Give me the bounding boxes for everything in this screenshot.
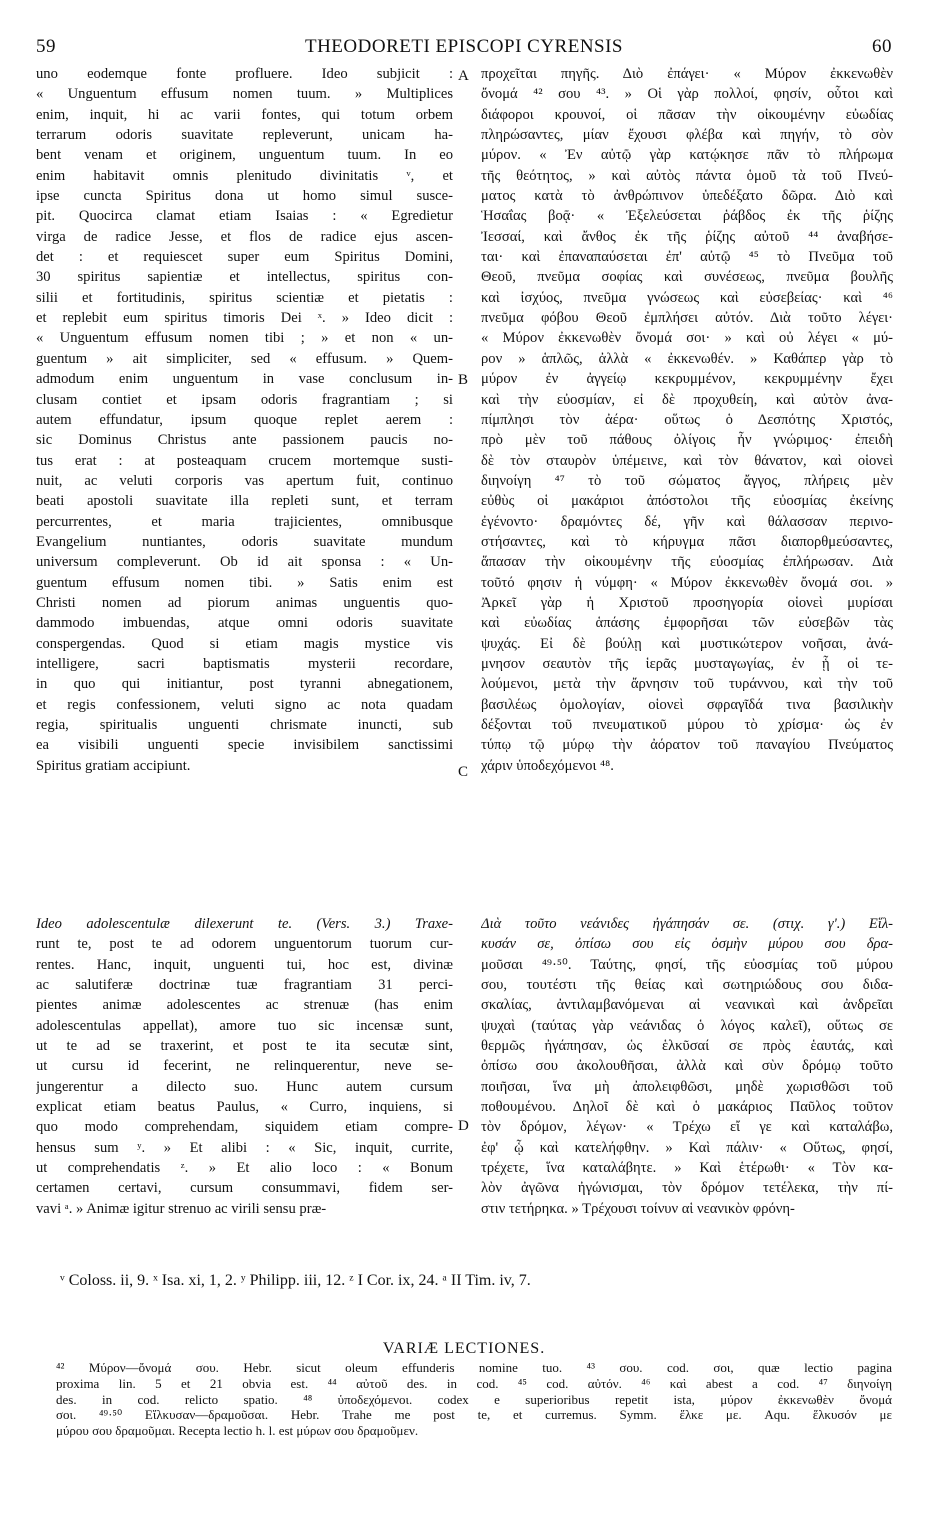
- text-line: πνεῦμα φόβου Θεοῦ ἐμπλήσει αὐτόν. Διὰ τοῦτο λέγει·: [481, 310, 893, 327]
- text-line: admodum enim unguentum in vase conclusum in-: [36, 371, 453, 388]
- text-line: τὸν δρόμον, λέγων· « Τρέχω εἴ γε καὶ καταλάβω,: [481, 1119, 893, 1136]
- text-line: καὶ τὴν εὐοσμίαν, εἰ δὲ προχυθείη, καὶ αὐτὸν ἀνα-: [481, 391, 893, 408]
- text-line: terrarum odoris suavitate repleverunt, unicam ha-: [36, 127, 453, 144]
- text-line: ut comprehendatis ᶻ. » Et alio loco : « Bonum: [36, 1160, 453, 1177]
- text-line: ψυχάς. Εἰ δὲ βούλῃ καὶ μυστικώτερον νοῆσαι, ἀνά-: [481, 635, 893, 652]
- text-line: « Unguentum effusum nomen tibi ; » et non « un-: [36, 330, 453, 347]
- text-line: τρέχετε, ἵνα καταλάβητε. » Καὶ ἑτέρωθι· « Τὸν κα-: [481, 1160, 893, 1177]
- text-line: δὲ τὸν σταυρὸν ὑπέμεινε, καὶ τὸν θάνατον, καὶ οἱονεὶ: [481, 452, 893, 469]
- text-line: 30 spiritus sapientiæ et intellectus, spiritus con-: [36, 269, 453, 286]
- text-line: intelligere, sacri baptismatis mysterii recordare,: [36, 655, 453, 672]
- text-line: μνησον σεαυτὸν τῆς ἱερᾶς μυσταγωγίας, ἐν ᾗ οἱ τε-: [481, 655, 893, 672]
- text-line: uno eodemque fonte profluere. Ideo subjicit :: [36, 66, 453, 82]
- text-line: Spiritus gratiam accipiunt.: [36, 757, 191, 774]
- text-line: proxima lin. 5 et 21 obvia est. ⁴⁴ αὐτοῦ des. in cod. ⁴⁵ cod. αὐτόν. ⁴⁶ καὶ abest a cod. ⁴⁷ διηνοίγη: [56, 1375, 892, 1391]
- text-line: dammodo imbuendas, atque omni odoris suavitate: [36, 615, 453, 632]
- text-line: ἐγένοντο· δραμόντες δέ, γῆν καὶ θάλασσαν περινο-: [481, 513, 893, 530]
- text-line: guentum » ait simpliciter, sed « effusum. » Quem-: [36, 350, 453, 367]
- margin-letter-c: C: [458, 764, 469, 780]
- variae-lectiones-title: VARIÆ LECTIONES.: [382, 1340, 546, 1357]
- text-line: βασιλέως ὁμολογίαν, οἱονεὶ σφραγῖδά τινα βασιλικὴν: [481, 696, 893, 713]
- text-line: des. in cod. relicto spatio. ⁴⁸ ὑποδεχόμενοι. codex e superioribus repetit ista, μύρον ἐκκενωθὲν ὄνομά: [56, 1391, 892, 1407]
- text-line: Διὰ τοῦτο νεάνιδες ἠγάπησάν σε. (στιχ. γ'.) Εἵλ-: [481, 916, 893, 932]
- text-line: εὐθὺς οἱ μακάριοι ἀπόστολοι τῆς εὐοσμίας ἐκείνης: [481, 493, 893, 510]
- text-line: προχεῖται πηγῆς. Διὸ ἐπάγει· « Μύρον ἐκκενωθὲν: [481, 66, 893, 82]
- text-line: ποθουμένου. Δηλοῖ δὲ καὶ ὁ μακάριος Παῦλος τοῦτον: [481, 1099, 893, 1116]
- latin-column-top: [36, 64, 453, 776]
- greek-column-top: [481, 64, 893, 776]
- text-line: virga de radice Jesse, et flos de radice ejus ascen-: [36, 228, 453, 245]
- text-line: τύπῳ τῷ μύρῳ τὴν ἀόρατον τοῦ παναγίου Πνεύματος: [481, 737, 893, 754]
- text-line: στιν τετήρηκα. » Τρέχουσι τοίνυν αἱ νεανικὸν φρόνη-: [481, 1200, 795, 1217]
- text-line: autem effundatur, ipsum quoque replet aerem :: [36, 411, 453, 428]
- text-line: πίμπλησι τὸν ἀέρα· οὕτως ὁ Δεσπότης Χριστός,: [481, 411, 893, 428]
- text-line: χάριν ὑποδεχόμενοι ⁴⁸.: [481, 757, 614, 774]
- text-line: δέξονται τοῦ πνευματικοῦ μύρου τὸ χρίσμα· ὡς ἐν: [481, 717, 893, 733]
- text-line: ut cursu id fecerint, ne relinquerentur, neve se-: [36, 1058, 453, 1075]
- text-line: in quo qui initiantur, post tyranni abnegationem,: [36, 676, 453, 693]
- text-line: conspergendas. Quod si etiam magis mystice vis: [36, 635, 453, 652]
- text-line: Ἰεσσαί, καὶ ἄνθος ἐκ τῆς ῥίζης αὐτοῦ ⁴⁴ ἀναβήσε-: [481, 228, 893, 245]
- scripture-footnotes: ᵛ Coloss. ii, 9. ˣ Isa. xi, 1, 2. ʸ Philipp. iii, 12. ᶻ I Cor. ix, 24. ᵃ II Tim. iv, 7.: [60, 1272, 531, 1289]
- text-line: ὀπίσω σου ἀκολουθῆσαι, ἀλλὰ καὶ σὺν δρόμῳ τοῦτο: [481, 1058, 893, 1075]
- running-title: THEODORETI EPISCOPI CYRENSIS: [304, 36, 624, 57]
- margin-letter-d: D: [458, 1118, 469, 1134]
- text-line: jungerentur a dilecto suo. Hunc autem cursum: [36, 1078, 453, 1095]
- text-line: μοῦσαι ⁴⁹·⁵⁰. Ταύτης, φησί, τῆς εὐοσμίας τοῦ μύρου: [481, 956, 893, 973]
- text-line: διάφοροι κρουνοί, οἱ πᾶσαν τὴν οἰκουμένην εὐωδίας: [481, 106, 893, 123]
- text-line: certamen certavi, cursum consummavi, fidem ser-: [36, 1180, 453, 1197]
- text-line: ματος κατὰ τὸ ἀνθρώπινον ὑπεδέξατο δῶρα. Διὸ καὶ: [481, 188, 893, 205]
- text-line: pit. Quocirca clamat etiam Isaias : « Egredietur: [36, 208, 453, 225]
- text-line: nuit, ac veluti corporis vas apertum fuit, continuo: [36, 472, 453, 489]
- margin-letter-a: A: [458, 68, 469, 84]
- text-line: τοῦτό φησιν ἡ νύμφη· « Μύρον ἐκκενωθὲν ὄνομά σοι. »: [481, 574, 893, 591]
- text-line: enim, inquit, hi ac varii fontes, qui totum orbem: [36, 106, 453, 123]
- text-line: Ἡσαΐας βοᾷ· « Ἐξελεύσεται ῥάβδος ἐκ τῆς ῥίζης: [481, 208, 893, 225]
- text-line: καὶ ἰσχύος, πνεῦμα γνώσεως καὶ εὐσεβείας· καὶ ⁴⁶: [481, 289, 893, 306]
- text-line: Θεοῦ, πνεῦμα σοφίας καὶ συνέσεως, πνεῦμα βουλῆς: [481, 269, 893, 286]
- text-line: sic Dominus Christus ante passionem paucis no-: [36, 432, 453, 449]
- text-line: τῆς θεότητος, » καὶ αὐτὸς πάντα ὁμοῦ τὰ τοῦ Πνεύ-: [481, 167, 893, 184]
- text-line: pientes animæ adolescentes ac strenuæ (has enim: [36, 997, 453, 1014]
- text-line: ρον » ἁπλῶς, ἀλλὰ « ἐκκενωθέν. » Καθάπερ γὰρ τὸ: [481, 350, 893, 367]
- text-line: quo modo comprehendam, siquidem etiam compre-: [36, 1119, 453, 1136]
- text-line: ac salutiferæ doctrinæ tuæ fragrantiam 31 perci-: [36, 977, 453, 994]
- text-line: universum compleverunt. Ob id ait sponsa : « Un-: [36, 554, 453, 571]
- text-line: ipse cuncta Spiritus dona ut homo simul susce-: [36, 188, 453, 205]
- text-line: et regis confessionem, veluti signo ac nota quadam: [36, 696, 453, 713]
- text-line: λὸν ἀγῶνα ἠγώνισμαι, τὸν δρόμον τετέλεκα, τὴν πί-: [481, 1180, 893, 1197]
- text-line: Christi nomen ad piorum animas unguentis quo-: [36, 594, 453, 611]
- text-line: σου, τουτέστι τῆς θείας καὶ σωτηριώδους σου διδα-: [481, 977, 893, 994]
- text-line: beati apostoli suavitate illa repleti sunt, et terram: [36, 493, 453, 510]
- text-line: tus erat : at posteaquam crucem mortemque susti-: [36, 452, 453, 469]
- text-line: ⁴² Μύρον—ὄνομά σου. Hebr. sicut oleum effunderis nomine tuo. ⁴³ σου. cod. σοι, quæ lectio pagina: [56, 1360, 892, 1375]
- text-line: « Unguentum effusum nomen tuum. » Multiplices: [36, 86, 453, 103]
- margin-letter-b: B: [458, 372, 469, 388]
- text-line: σκαλίας, ἀντιλαμβανόμεναι αἱ νεανικαὶ καὶ ἀνδρεῖαι: [481, 997, 893, 1014]
- text-line: πρὸ μὲν τοῦ πάθους ὀλίγοις ἦν γνώριμος· ἐπειδὴ: [481, 432, 893, 449]
- text-line: det : et requiescet super eum Spiritus Domini,: [36, 249, 453, 266]
- page-number-right: 60: [872, 36, 892, 57]
- text-line: runt te, post te ad odorem unguentorum tuorum cur-: [36, 936, 453, 953]
- text-line: percurrentes, et maria trajicientes, omnibusque: [36, 513, 453, 530]
- page-number-left: 59: [36, 36, 56, 57]
- text-line: enim habitavit omnis plenitudo divinitatis ᵛ, et: [36, 167, 453, 184]
- text-line: adolescentulas appellat), amore tuo sic incensæ sunt,: [36, 1017, 453, 1034]
- text-line: ψυχαὶ (ταύτας γὰρ νεάνιδας ὁ λόγος καλεῖ), οὕτως σε: [481, 1017, 893, 1034]
- text-line: clusam contiet et ipsam odoris fragrantiam ; si: [36, 391, 453, 408]
- text-line: ὄνομά ⁴² σου ⁴³. » Οἱ γὰρ πολλοί, φησίν, οὗτοι καὶ: [481, 86, 893, 103]
- text-line: Evangelium nuntiantes, odoris suavitate mundum: [36, 533, 453, 550]
- text-line: regia, spiritualis unguenti chrismate inuncti, sub: [36, 717, 453, 733]
- text-line: μύρον. « Ἐν αὐτῷ γὰρ κατῴκησε πᾶν τὸ πλήρωμα: [481, 147, 893, 164]
- text-line: Ideo adolescentulæ dilexerunt te. (Vers. 3.) Traxe-: [36, 916, 453, 932]
- text-line: μύρον ἐν ἀγγείῳ κεκρυμμένον, κεκρυμμένην ἔχει: [481, 371, 893, 388]
- text-line: bent venam et originem, unguentum tuum. In eo: [36, 147, 453, 164]
- text-line: θερμῶς ἠγάπησαν, ὡς ἑλκῦσαί σε πρὸς ἑαυτάς, καὶ: [481, 1038, 893, 1055]
- text-line: vavi ᵃ. » Animæ igitur strenuo ac virili sensu præ-: [36, 1200, 327, 1217]
- text-line: διηνοίγη ⁴⁷ τὸ τοῦ σώματος ἄγγος, πλήρεις μὲν: [481, 472, 893, 489]
- text-line: et replebit eum spiritus timoris Dei ˣ. » Ideo dicit :: [36, 310, 453, 327]
- text-line: κυσάν σε, ὀπίσω σου εἰς ὀσμὴν μύρου σου δρα-: [481, 936, 893, 953]
- latin-column-bottom: [36, 914, 453, 1219]
- text-line: silii et fortitudinis, spiritus scientiæ et pietatis :: [36, 289, 453, 306]
- text-line: ποιῆσαι, ἵνα μὴ ἀπολειφθῶσι, μηδὲ χωρισθῶσι τοῦ: [481, 1078, 893, 1095]
- text-line: λούμενοι, μετὰ τὴν ἄρνησιν τοῦ τυράννου, καὶ τὴν τοῦ: [481, 676, 893, 693]
- text-line: στήσαντες, καὶ τὸ κήρυγμα πᾶσι διαπορθμεύσαντες,: [481, 533, 893, 550]
- text-line: ea visibili unguenti specie invisibilem sanctissimi: [36, 737, 453, 754]
- text-line: ἐφ' ᾧ καὶ κατελήφθην. » Καὶ πάλιν· « Οὕτως, φησί,: [481, 1139, 893, 1156]
- text-line: πληρώσαντες, μίαν ἔχουσι φλέβα καὶ πηγήν, τὸ σὸν: [481, 127, 893, 144]
- text-line: σοι. ⁴⁹·⁵⁰ Εἵλκυσαν—δραμοῦσαι. Hebr. Trahe me post te, et curremus. Symm. ἕλκε με. Aqu. ἕλκυσόν με: [56, 1407, 892, 1423]
- text-line: explicat etiam beatus Paulus, « Curro, inquiens, si: [36, 1099, 453, 1116]
- text-line: Ἀρκεῖ γὰρ ἡ Χριστοῦ προσηγορία οἱονεὶ μυρίσαι: [481, 594, 893, 611]
- text-line: ut te ad se traxerint, et post te ita secutæ sint,: [36, 1038, 453, 1055]
- text-line: καὶ εὐωδίας ἁπάσης ἐμφορῆσαι τῶν εὐσεβῶν τὰς: [481, 615, 893, 632]
- text-line: rentes. Hanc, inquit, unguenti tui, hoc est, divinæ: [36, 956, 453, 973]
- text-line: hensus sum ʸ. » Et alibi : « Sic, inquit, currite,: [36, 1139, 453, 1156]
- greek-column-bottom: [481, 914, 893, 1219]
- text-line: « Μύρον ἐκκενωθὲν ὄνομά σοι· » καὶ οὐ λέγει « μύ-: [481, 330, 893, 347]
- text-line: ἅπασαν τὴν οἰκουμένην τῆς εὐοσμίας ἐπλήρωσαν. Διὰ: [481, 554, 893, 571]
- text-line: ται· καὶ ἐπαναπαύσεται ἐπ' αὐτῷ ⁴⁵ τὸ Πνεῦμα τοῦ: [481, 249, 893, 266]
- text-line: guentum effusum nomen tibi. » Satis enim est: [36, 574, 453, 591]
- page-header: [36, 36, 892, 60]
- variae-lectiones: [56, 1360, 892, 1439]
- text-line: μύρου σου δραμοῦμαι. Recepta lectio h. l. est μύρων σου δραμοῦμεν.: [56, 1423, 419, 1439]
